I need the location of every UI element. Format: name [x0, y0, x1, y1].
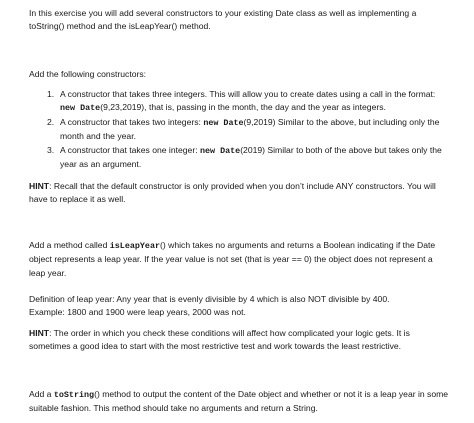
constructors-heading: Add the following constructors: — [29, 69, 147, 79]
hint-label: HINT — [29, 328, 50, 338]
list-number: 3. — [47, 144, 55, 155]
code-tostring: toString — [53, 390, 95, 400]
list-number: 1. — [47, 89, 55, 99]
intro-paragraph — [29, 7, 449, 34]
leap-year-method-paragraph: Add a method called isLeapYear() which takes no arguments and returns a Boolean indicating if the Date object represents a leap year. If the year value is not set (that is year == 0) the object does not represent a leap year. — [29, 240, 436, 278]
list-number: 2. — [47, 116, 55, 127]
code-new-date: new Date — [199, 145, 241, 156]
hint-label: HINT — [29, 181, 50, 191]
list-item-constructor-1: 1. A constructor that takes three integers. This will allow you to create dates using a call in the format: new Date(9,23,2019), that is, passing in the month, the day and the year as integers. — [47, 89, 436, 114]
code-isleapyear: isLeapYear — [109, 241, 161, 251]
list-item-constructor-3: 3. A constructor that takes one integer: new Date(2019) Similar to both of the above but takes only the year as an argument. — [47, 144, 442, 170]
definition-line-2: Example: 1800 and 1900 were leap years, 2000 was not. — [29, 307, 246, 318]
hint-constructors: HINT: Recall that the default constructor is only provided when you don’t include ANY constructors. You will have to replace it as well. — [29, 181, 436, 205]
code-new-date: new Date — [203, 117, 244, 128]
hint-order: HINT: The order in which you check these conditions will affect how complicated your logic gets. It is sometimes a good idea to start with the most restrictive test and work towards the least restrictive. — [29, 328, 410, 352]
intro-line-1: In this exercise you will add several constructors to your existing Date class as well as implementing a — [29, 8, 417, 18]
constructors-list — [29, 88, 449, 171]
code-new-date: new Date — [60, 103, 101, 114]
intro-line-2: toString() method and the isLeapYear() method. — [29, 21, 211, 32]
leap-year-definition — [29, 293, 449, 320]
list-item-constructor-2: 2. A constructor that takes two integers: new Date(9,2019) Similar to the above, but including only the month and the year. — [47, 116, 440, 142]
definition-line-1: Definition of leap year: Any year that is evenly divisible by 4 which is also NOT divisible by 400. — [29, 294, 390, 304]
tostring-method-paragraph: Add a toString() method to output the content of the Date object and whether or not it is a leap year in some suitable fashion. This method should take no arguments and return a String. — [29, 389, 449, 414]
